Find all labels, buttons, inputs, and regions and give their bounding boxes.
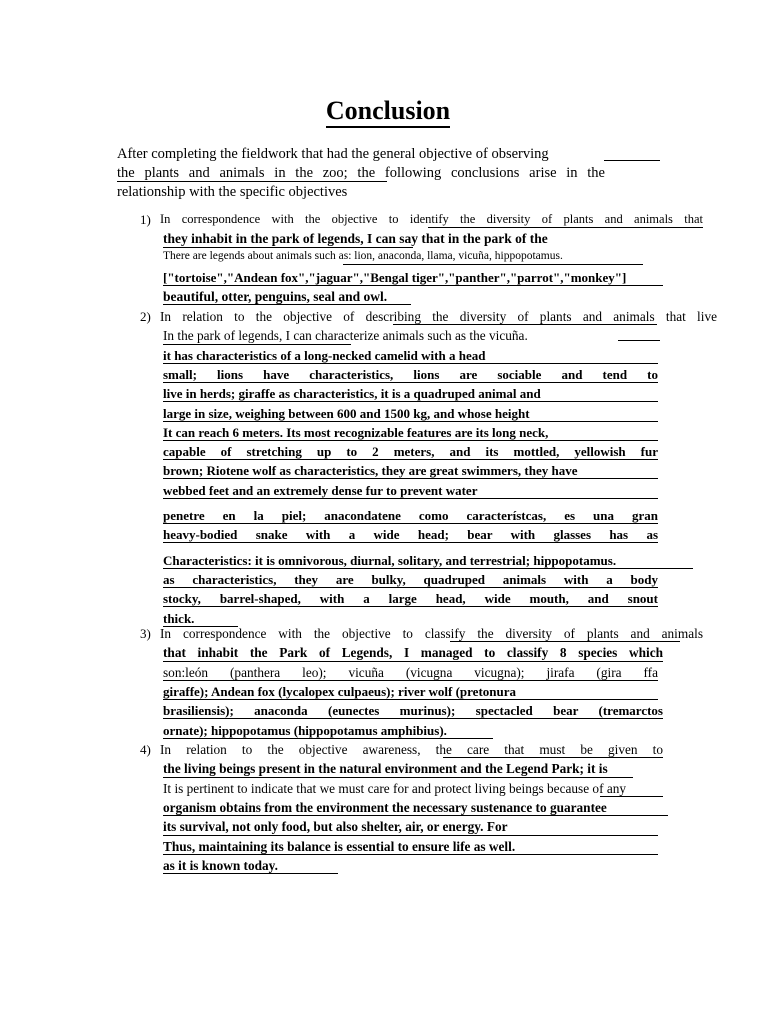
item-text-line: as characteristics, they are bulky, quadruped animals with a body [163,571,658,587]
item-text-line: large in size, weighing between 600 and 1500 kg, and whose height [163,405,530,421]
underline-rule [163,606,658,607]
item-text-line: Thus, maintaining its balance is essential to ensure life as well. [163,838,516,854]
intro-line-text: the plants and animals in the zoo; the following conclusions arise in the [117,165,605,181]
underline-rule [163,344,351,345]
item-text-line: that inhabit the Park of Legends, I managed to classify 8 species which [163,645,663,661]
underline-rule [163,440,658,441]
item-text-line: organism obtains from the environment the necessary sustenance to guarantee [163,799,607,815]
item-text-line: ["tortoise","Andean fox","jaguar","Bengal tiger","panther","parrot","monkey"] [163,269,627,285]
underline-rule [600,796,663,797]
intro-paragraph [117,145,605,202]
underline-rule [163,478,658,479]
underline-rule [163,401,658,402]
item-number: 1) [140,212,151,227]
underline-rule [163,568,693,569]
underline-rule [163,542,658,543]
item-text-line: brown; Riotene wolf as characteristics, they are great swimmers, they have [163,463,578,479]
underline-rule [163,382,658,383]
item-text-line: beautiful, otter, penguins, seal and owl. [163,288,388,304]
underline-rule [163,247,413,248]
item-text-line: they inhabit in the park of legends, I can say that in the park of the [163,231,548,247]
item-text-line: In relation to the objective awareness, the care that must be given to [160,742,663,757]
underline-rule [163,718,663,719]
item-text-line: giraffe); Andean fox (lycalopex culpaeus); river wolf (pretonura [163,683,516,699]
item-text-line: as it is known today. [163,857,278,873]
item-text-line: It can reach 6 meters. Its most recognizable features are its long neck, [163,424,549,440]
item-text-line: brasiliensis); anaconda (eunectes murinus); spectacled bear (tremarctos [163,703,663,719]
underline-rule [163,421,658,422]
underline-rule [163,661,663,662]
underline-rule [163,873,338,874]
item-text-line: In the park of legends, I can characterize animals such as the vicuña. [163,328,528,344]
item-text-line: son:león (panthera leo); vicuña (vicugna vicugna); jirafa (gira ffa [163,664,658,680]
item-text-line: it has characteristics of a long-necked camelid with a head [163,347,486,363]
underline-rule [163,815,668,816]
underline-rule [163,738,493,739]
item-text-line: penetre en la piel; anacondatene como característcas, es una gran [163,508,658,523]
item-text-line: the living beings present in the natural environment and the Legend Park; it is [163,761,608,777]
underline-rule [163,523,658,524]
underline-rule [163,498,658,499]
underline-rule [163,854,658,855]
underline-rule [443,757,663,758]
item-text-line: It is pertinent to indicate that we must care for and protect living beings because of any [163,780,627,796]
item-text-line: In correspondence with the objective to classify the diversity of plants and animals [160,626,703,641]
underline-rule [163,835,658,836]
underline-rule [163,285,663,286]
underline-rule [393,324,657,325]
underline-rule [163,680,658,681]
item-text-line: webbed feet and an extremely dense fur to prevent water [163,482,478,498]
item-text-line: small; lions have characteristics, lions are sociable and tend to [163,366,658,382]
item-text-line: heavy-bodied snake with a wide head; bear with glasses has as [163,527,658,543]
underline-rule [117,181,387,182]
underline-rule [450,641,680,642]
page-title: Conclusion [0,96,768,126]
item-text-line: thick. [163,610,195,626]
item-text-line: In relation to the objective of describing the diversity of plants and animals that live [160,309,717,324]
intro-line: After completing the fieldwork that had the general objective of observing [117,146,549,162]
underline-rule [163,363,658,364]
item-text-line: stocky, barrel-shaped, with a large head, wide mouth, and snout [163,591,658,607]
underline-rule [163,304,411,305]
item-text-line: There are legends about animals such as: lion, anaconda, llama, vicuña, hippopotamus. [163,250,563,263]
item-text-line: live in herds; giraffe as characteristics, it is a quadruped animal and [163,386,541,402]
item-text-line: Characteristics: it is omnivorous, diurnal, solitary, and terrestrial; hippopotamus. [163,552,617,568]
underline-rule [343,264,643,265]
fill-blank-line [604,145,660,161]
item-number: 3) [140,626,151,641]
item-text-line: its survival, not only food, but also shelter, air, or energy. For [163,819,508,835]
underline-rule [163,699,658,700]
item-number: 4) [140,742,151,757]
item-text-line: capable of stretching up to 2 meters, and its mottled, yellowish fur [163,444,658,460]
intro-line [117,164,605,183]
item-text-line: In correspondence with the objective to identify the diversity of plants and animals that [160,212,703,226]
underline-rule [163,777,633,778]
underline-rule [163,459,658,460]
item-number: 2) [140,309,151,324]
intro-line: relationship with the specific objectives [117,184,348,200]
underline-rule [163,587,658,588]
item-text-line: ornate); hippopotamus (hippopotamus amphibius). [163,722,447,738]
underline-rule [428,227,703,228]
fill-blank-line [618,340,660,341]
